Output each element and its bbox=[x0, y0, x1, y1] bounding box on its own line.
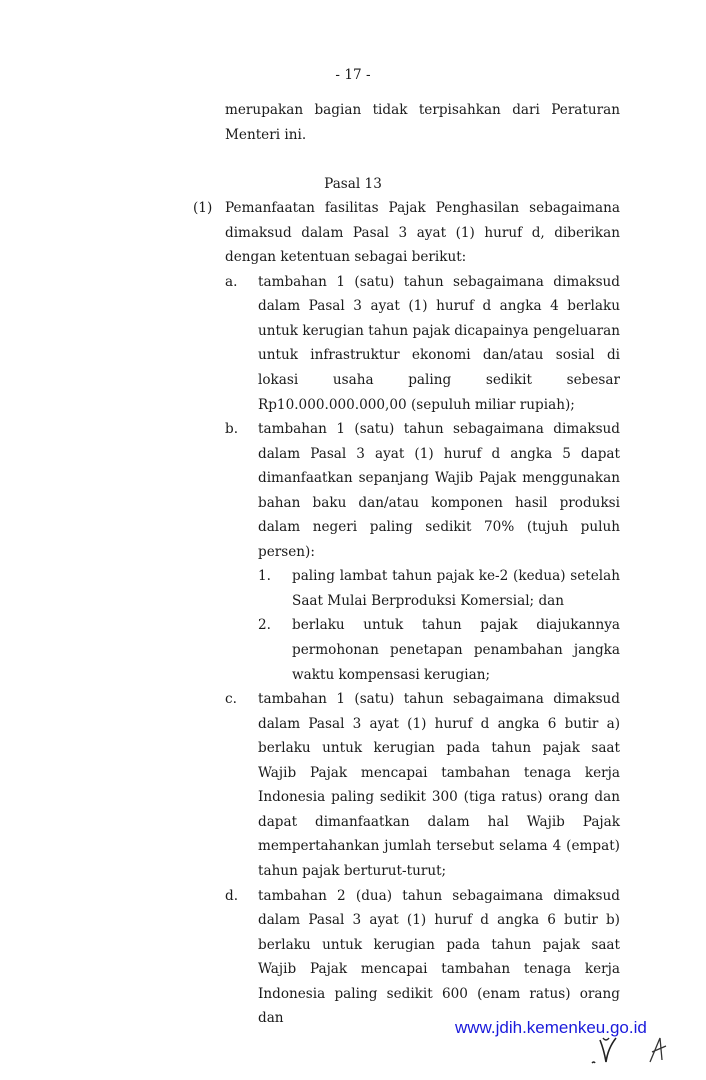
paragraph-line: Wajib Pajak mencapai tambahan tenaga kerja bbox=[258, 764, 620, 781]
paragraph-line: dimaksud dalam Pasal 3 ayat (1) huruf d, diberikan bbox=[225, 224, 620, 241]
paragraph-line: merupakan bagian tidak terpisahkan dari Peraturan bbox=[225, 102, 620, 118]
paragraph-line: Wajib Pajak mencapai tambahan tenaga kerja bbox=[258, 961, 620, 978]
text-line bbox=[0, 785, 706, 810]
text-line bbox=[0, 491, 706, 516]
text-line bbox=[0, 810, 706, 835]
text-line bbox=[0, 368, 706, 393]
paragraph-line: dimanfaatkan sepanjang Wajib Pajak menggunakan bbox=[258, 470, 620, 487]
text-line bbox=[0, 515, 706, 540]
text-line bbox=[0, 172, 706, 197]
text-line bbox=[0, 466, 706, 491]
text-line bbox=[0, 687, 706, 712]
section-heading: Pasal 13 bbox=[324, 175, 382, 192]
paragraph-line: paling lambat tahun pajak ke-2 (kedua) setelah bbox=[292, 568, 620, 585]
list-marker: b. bbox=[225, 421, 239, 438]
paragraph-line: dalam Pasal 3 ayat (1) huruf d angka 4 berlaku bbox=[258, 298, 620, 315]
paragraph-line: untuk kerugian tahun pajak dicapainya pengeluaran bbox=[258, 322, 620, 339]
paragraph-line: dalam negeri paling sedikit 70% (tujuh puluh bbox=[258, 519, 620, 536]
paragraph-line bbox=[225, 147, 620, 172]
text-line bbox=[0, 834, 706, 859]
text-line bbox=[0, 343, 706, 368]
text-line bbox=[0, 221, 706, 246]
document-body bbox=[0, 98, 706, 1027]
text-line bbox=[0, 98, 706, 123]
paragraph-line: dalam Pasal 3 ayat (1) huruf d angka 6 butir b) bbox=[258, 912, 620, 929]
text-line bbox=[0, 712, 706, 737]
signature-initials-icon bbox=[590, 1030, 690, 1075]
page-number: - 17 - bbox=[335, 67, 371, 83]
list-marker: c. bbox=[225, 691, 237, 708]
paragraph-line: Indonesia paling sedikit 600 (enam ratus) orang dan bbox=[258, 985, 620, 1027]
paragraph-line: lokasi usaha paling sedikit sebesar bbox=[258, 372, 620, 389]
text-line bbox=[0, 982, 706, 1027]
text-line bbox=[0, 147, 706, 172]
paragraph-line: tambahan 2 (dua) tahun sebagaimana dimaksud bbox=[258, 887, 620, 904]
text-line bbox=[0, 442, 706, 467]
paragraph-line: tahun pajak berturut-turut; bbox=[258, 862, 447, 879]
text-line bbox=[0, 638, 706, 663]
text-line bbox=[0, 884, 706, 909]
list-marker: 1. bbox=[258, 568, 271, 585]
paragraph-line: berlaku untuk tahun pajak diajukannya bbox=[292, 617, 620, 634]
text-line bbox=[0, 319, 706, 344]
paragraph-line: Rp10.000.000.000,00 (sepuluh miliar rupiah); bbox=[258, 396, 575, 413]
paragraph-line: berlaku untuk kerugian pada tahun pajak saat bbox=[258, 936, 620, 953]
paragraph-line: dalam Pasal 3 ayat (1) huruf d angka 5 dapat bbox=[258, 445, 620, 462]
text-line bbox=[0, 270, 706, 295]
paragraph-line: dengan ketentuan sebagai berikut: bbox=[225, 249, 467, 266]
paragraph-line: bahan baku dan/atau komponen hasil produksi bbox=[258, 494, 620, 511]
text-line bbox=[0, 589, 706, 614]
text-line bbox=[0, 761, 706, 786]
text-line bbox=[0, 613, 706, 638]
text-line bbox=[0, 294, 706, 319]
text-line bbox=[0, 908, 706, 933]
text-line bbox=[0, 245, 706, 270]
text-line bbox=[0, 859, 706, 884]
list-marker: a. bbox=[225, 273, 238, 290]
text-line bbox=[0, 417, 706, 442]
paragraph-line: tambahan 1 (satu) tahun sebagaimana dimaksud bbox=[258, 273, 620, 290]
text-line bbox=[0, 393, 706, 418]
text-line bbox=[0, 933, 706, 958]
text-line bbox=[0, 663, 706, 688]
text-line bbox=[0, 736, 706, 761]
text-line bbox=[0, 123, 706, 148]
text-line bbox=[0, 564, 706, 589]
website-link[interactable]: www.jdih.kemenkeu.go.id bbox=[455, 1018, 647, 1037]
paragraph-line: berlaku untuk kerugian pada tahun pajak saat bbox=[258, 740, 620, 757]
paragraph-line: Saat Mulai Berproduksi Komersial; dan bbox=[292, 592, 565, 609]
paragraph-line: untuk infrastruktur ekonomi dan/atau sosial di bbox=[258, 347, 620, 364]
paragraph-line: Indonesia paling sedikit 300 (tiga ratus) orang dan bbox=[258, 789, 620, 806]
paragraph-line: dalam Pasal 3 ayat (1) huruf d angka 6 butir a) bbox=[258, 715, 620, 732]
text-line bbox=[0, 196, 706, 221]
paragraph-line: dapat dimanfaatkan dalam hal Wajib Pajak bbox=[258, 813, 620, 830]
text-line bbox=[0, 540, 706, 565]
paragraph-line: Pemanfaatan fasilitas Pajak Penghasilan sebagaimana bbox=[225, 200, 620, 217]
list-marker: 2. bbox=[258, 617, 271, 634]
list-marker: (1) bbox=[193, 200, 213, 217]
paragraph-line: waktu kompensasi kerugian; bbox=[292, 666, 491, 683]
paragraph-line: permohonan penetapan penambahan jangka bbox=[292, 642, 620, 659]
paragraph-line: tambahan 1 (satu) tahun sebagaimana dimaksud bbox=[258, 421, 620, 438]
text-line bbox=[0, 957, 706, 982]
paragraph-line: tambahan 1 (satu) tahun sebagaimana dimaksud bbox=[258, 691, 620, 708]
paragraph-line: mempertahankan jumlah tersebut selama 4 (empat) bbox=[258, 838, 620, 855]
paragraph-line: persen): bbox=[258, 543, 315, 560]
paragraph-line: Menteri ini. bbox=[225, 126, 307, 143]
list-marker: d. bbox=[225, 887, 239, 904]
